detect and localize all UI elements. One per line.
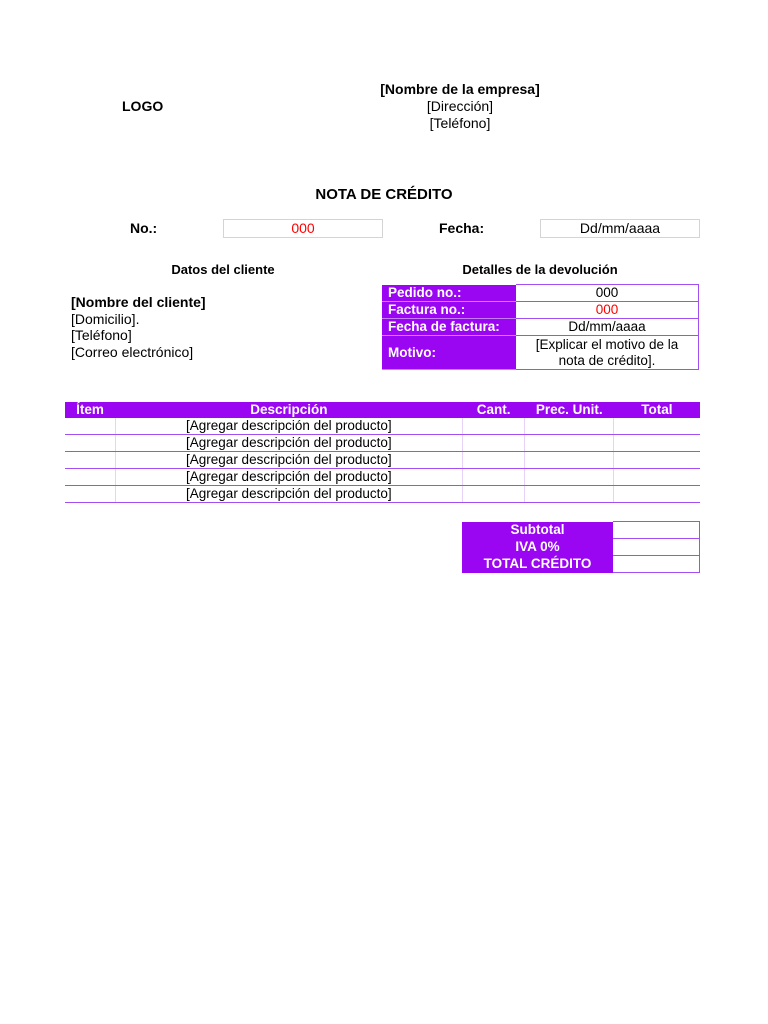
total-cell[interactable] xyxy=(614,435,700,452)
qty-cell[interactable] xyxy=(463,418,525,435)
qty-cell[interactable] xyxy=(463,452,525,469)
unit-price-cell[interactable] xyxy=(525,452,614,469)
client-name: [Nombre del cliente] xyxy=(71,294,206,310)
company-phone: [Teléfono] xyxy=(429,115,491,131)
subtotal-row xyxy=(462,522,700,539)
subtotal-label: Subtotal xyxy=(462,522,613,539)
total-cell[interactable] xyxy=(614,418,700,435)
qty-cell[interactable] xyxy=(463,486,525,503)
table-row xyxy=(65,418,700,435)
items-table xyxy=(65,402,700,503)
invoice-number-value[interactable]: 000 xyxy=(516,302,699,319)
document-title: NOTA DE CRÉDITO xyxy=(315,186,453,203)
return-details-table xyxy=(382,284,699,370)
unit-price-cell[interactable] xyxy=(525,469,614,486)
invoice-date-label: Fecha de factura: xyxy=(382,319,516,336)
company-address: [Dirección] xyxy=(426,98,494,114)
total-credit-label: TOTAL CRÉDITO xyxy=(462,556,613,573)
item-cell[interactable] xyxy=(65,435,115,452)
description-cell[interactable]: [Agregar descripción del producto] xyxy=(115,469,463,486)
total-cell[interactable] xyxy=(614,469,700,486)
tax-label: IVA 0% xyxy=(462,539,613,556)
order-number-label: Pedido no.: xyxy=(382,285,516,302)
description-cell[interactable]: [Agregar descripción del producto] xyxy=(115,486,463,503)
reason-value[interactable]: [Explicar el motivo de la nota de crédito]. xyxy=(516,336,699,370)
total-cell[interactable] xyxy=(614,486,700,503)
client-block xyxy=(71,294,206,360)
table-row xyxy=(65,452,700,469)
totals-table xyxy=(462,521,700,573)
item-cell[interactable] xyxy=(65,452,115,469)
qty-cell[interactable] xyxy=(463,435,525,452)
invoice-date-value[interactable]: Dd/mm/aaaa xyxy=(516,319,699,336)
unit-price-cell[interactable] xyxy=(525,435,614,452)
description-cell[interactable]: [Agregar descripción del producto] xyxy=(115,435,463,452)
logo-placeholder: LOGO xyxy=(122,98,164,114)
number-label: No.: xyxy=(130,220,158,236)
subtotal-value[interactable] xyxy=(613,522,700,539)
date-field[interactable]: Dd/mm/aaaa xyxy=(540,219,700,238)
client-email: [Correo electrónico] xyxy=(71,343,194,360)
return-row-invoice-date xyxy=(382,319,699,336)
table-row xyxy=(65,469,700,486)
total-credit-row xyxy=(462,556,700,573)
table-row xyxy=(65,486,700,503)
invoice-number-label: Factura no.: xyxy=(382,302,516,319)
item-cell[interactable] xyxy=(65,486,115,503)
col-total-header: Total xyxy=(614,402,700,418)
client-address: [Domicilio]. xyxy=(71,310,140,327)
item-cell[interactable] xyxy=(65,418,115,435)
number-field[interactable]: 000 xyxy=(223,219,383,238)
unit-price-cell[interactable] xyxy=(525,486,614,503)
col-item-header: Ítem xyxy=(65,402,115,418)
return-heading: Detalles de la devolución xyxy=(462,262,618,277)
items-header-row xyxy=(65,402,700,418)
description-cell[interactable]: [Agregar descripción del producto] xyxy=(115,452,463,469)
item-cell[interactable] xyxy=(65,469,115,486)
total-credit-value[interactable] xyxy=(613,556,700,573)
qty-cell[interactable] xyxy=(463,469,525,486)
tax-value[interactable] xyxy=(613,539,700,556)
unit-price-cell[interactable] xyxy=(525,418,614,435)
date-label: Fecha: xyxy=(439,220,485,236)
tax-row xyxy=(462,539,700,556)
total-cell[interactable] xyxy=(614,452,700,469)
return-row-invoice xyxy=(382,302,699,319)
return-row-reason xyxy=(382,336,699,370)
company-info xyxy=(340,81,580,132)
client-heading: Datos del cliente xyxy=(171,262,275,277)
col-qty-header: Cant. xyxy=(463,402,525,418)
description-cell[interactable]: [Agregar descripción del producto] xyxy=(115,418,463,435)
col-description-header: Descripción xyxy=(115,402,463,418)
order-number-value[interactable]: 000 xyxy=(516,285,699,302)
reason-label: Motivo: xyxy=(382,336,516,370)
col-unit-price-header: Prec. Unit. xyxy=(525,402,614,418)
company-name: [Nombre de la empresa] xyxy=(380,81,540,97)
client-phone: [Teléfono] xyxy=(71,327,132,343)
return-row-order xyxy=(382,285,699,302)
table-row xyxy=(65,435,700,452)
